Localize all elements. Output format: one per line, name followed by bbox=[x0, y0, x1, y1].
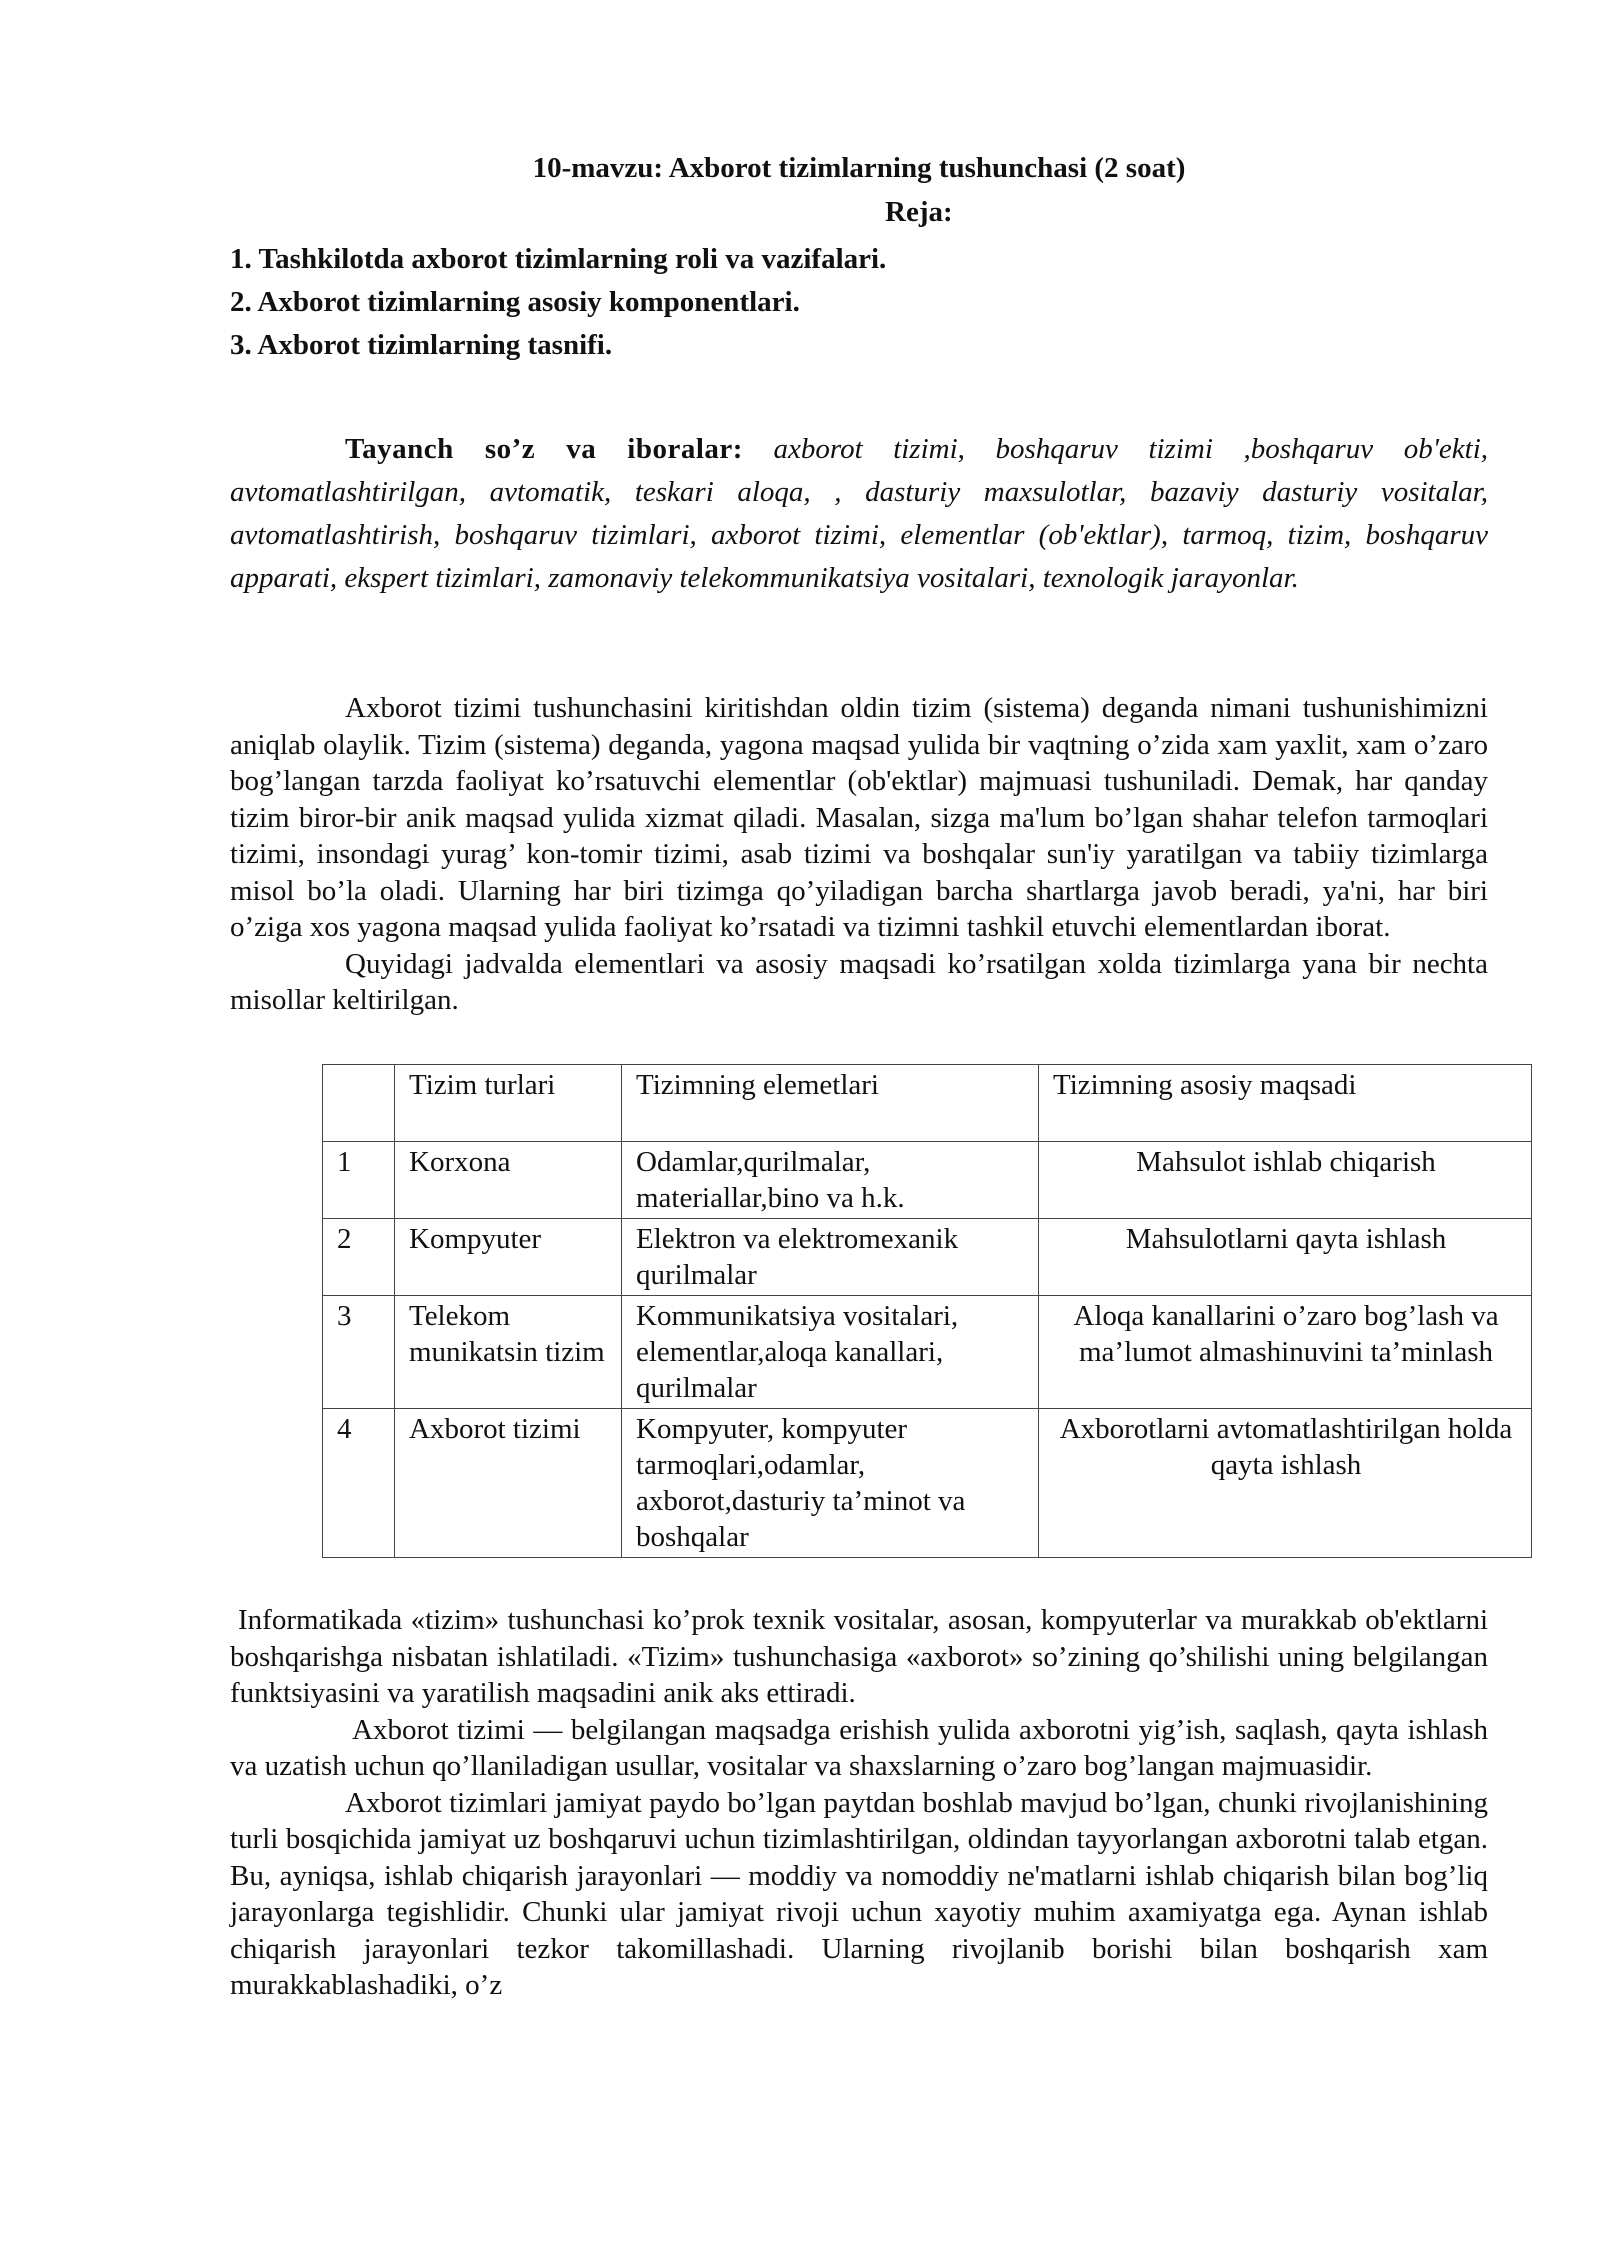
row-number: 2 bbox=[323, 1219, 395, 1296]
table-header-cell: Tizim turlari bbox=[395, 1065, 622, 1142]
system-goal: Aloqa kanallarini o’zaro bog’lash va ma’lumot almashinuvini ta’minlash bbox=[1039, 1296, 1532, 1409]
table-header-cell bbox=[323, 1065, 395, 1142]
system-elements: Kommunikatsiya vositalari, elementlar,aloqa kanallari, qurilmalar bbox=[622, 1296, 1039, 1409]
body-text-top bbox=[230, 690, 1488, 1019]
plan-item: 1. Tashkilotda axborot tizimlarning roli va vazifalari. bbox=[230, 243, 887, 275]
table-row bbox=[323, 1296, 1532, 1409]
system-goal: Axborotlarni avtomatlashtirilgan holda qayta ishlash bbox=[1039, 1409, 1532, 1558]
row-number: 1 bbox=[323, 1142, 395, 1219]
plan-item: 2. Axborot tizimlarning asosiy komponentlari. bbox=[230, 286, 800, 318]
row-number: 3 bbox=[323, 1296, 395, 1409]
system-type: Kompyuter bbox=[395, 1219, 622, 1296]
paragraph: Quyidagi jadvalda elementlari va asosiy maqsadi ko’rsatilgan xolda tizimlarga yana bir nechta misollar keltirilgan. bbox=[230, 947, 1488, 1016]
paragraph: Axborot tizimi — belgilangan maqsadga erishish yulida axborotni yig’ish, saqlash, qayta ishlash va uzatish uchun qo’llaniladigan usullar, vositalar va shaxslarning o’zaro bog’langan majmuasidir. bbox=[230, 1713, 1488, 1782]
system-goal: Mahsulot ishlab chiqarish bbox=[1039, 1142, 1532, 1219]
table-header-cell: Tizimning elemetlari bbox=[622, 1065, 1039, 1142]
body-text-bottom bbox=[230, 1602, 1488, 2004]
system-elements: Kompyuter, kompyuter tarmoqlari,odamlar, axborot,dasturiy ta’minot va boshqalar bbox=[622, 1409, 1039, 1558]
keywords-text: axborot tizimi, boshqaruv tizimi ,boshqaruv ob'ekti, avtomatlashtirilgan, avtomatik, teskari aloqa, , dasturiy maxsulotlar, bazaviy dasturiy vositalar, avtomatlashtirish, boshqaruv tizimlari, axborot tizimi, elementlar (ob'ektlar), tarmoq, tizim, boshqaruv apparati, ekspert tizimlari, zamonaviy telekommunikatsiya vositalari, texnologik jarayonlar. bbox=[230, 433, 1489, 594]
system-elements: Odamlar,qurilmalar, materiallar,bino va h.k. bbox=[622, 1142, 1039, 1219]
plan-item: 3. Axborot tizimlarning tasnifi. bbox=[230, 329, 613, 361]
system-type: Telekom munikatsin tizim bbox=[395, 1296, 622, 1409]
table-header-cell: Tizimning asosiy maqsadi bbox=[1039, 1065, 1532, 1142]
system-type: Axborot tizimi bbox=[395, 1409, 622, 1558]
system-type: Korxona bbox=[395, 1142, 622, 1219]
paragraph: Axborot tizimi tushunchasini kiritishdan oldin tizim (sistema) deganda nimani tushunishimizni aniqlab olaylik. Tizim (sistema) deganda, yagona maqsad yulida bir vaqtning o’zida xam yaxlit, xam o’zaro bog’langan tarzda faoliyat ko’rsatuvchi elementlar (ob'ektlar) majmuasi tushuniladi. Demak, har qanday tizim biror-bir anik maqsad yulida xizmat qiladi. Masalan, sizga ma'lum bo’lgan shahar telefon tarmoqlari tizimi, insondagi yurag’ kon-tomir tizimi, asab tizimi va boshqalar sun'iy yaratilgan va tabiiy tizimlarga misol bo’la oladi. Ularning har biri tizimga qo’yiladigan barcha shartlarga javob beradi, ya'ni, har biri o’ziga xos yagona maqsad yulida faoliyat ko’rsatadi va tizimni tashkil etuvchi elementlardan iborat. bbox=[230, 692, 1488, 943]
system-goal: Mahsulotlarni qayta ishlash bbox=[1039, 1219, 1532, 1296]
table-header-row bbox=[323, 1065, 1532, 1142]
system-elements: Elektron va elektromexanik qurilmalar bbox=[622, 1219, 1039, 1296]
page-title: 10-mavzu: Axborot tizimlarning tushunchasi (2 soat) bbox=[532, 152, 1186, 184]
row-number: 4 bbox=[323, 1409, 395, 1558]
keywords-paragraph bbox=[230, 428, 1488, 600]
paragraph: Axborot tizimlari jamiyat paydo bo’lgan paytdan boshlab mavjud bo’lgan, chunki rivojlanishining turli bosqichida jamiyat uz boshqaruvi uchun tizimlashtirilgan, oldindan tayyorlangan axborotni talab etgan. Bu, ayniqsa, ishlab chiqarish jarayonlari — moddiy va nomoddiy ne'matlarni ishlab chiqarish bilan bog’liq jarayonlarga tegishlidir. Chunki ular jamiyat rivoji uchun xayotiy muhim axamiyatga ega. Aynan ishlab chiqarish jarayonlari tezkor takomillashadi. Ularning rivojlanib borishi bilan boshqarish xam murakkablashadiki, o’z bbox=[230, 1786, 1488, 2001]
table-row bbox=[323, 1409, 1532, 1558]
systems-table bbox=[322, 1064, 1532, 1558]
plan-heading: Reja: bbox=[885, 196, 953, 228]
paragraph: Informatikada «tizim» tushunchasi ko’prok texnik vositalar, asosan, kompyuterlar va murakkab ob'ektlarni boshqarishga nisbatan ishlatiladi. «Tizim» tushunchasiga «axborot» so’zining qo’shilishi uning belgilangan funktsiyasini va yaratilish maqsadini anik aks ettiradi. bbox=[230, 1604, 1488, 1709]
keywords-label: Tayanch so’z va iboralar: bbox=[345, 433, 743, 465]
table-row bbox=[323, 1219, 1532, 1296]
plan-list bbox=[230, 238, 886, 367]
table-row bbox=[323, 1142, 1532, 1219]
